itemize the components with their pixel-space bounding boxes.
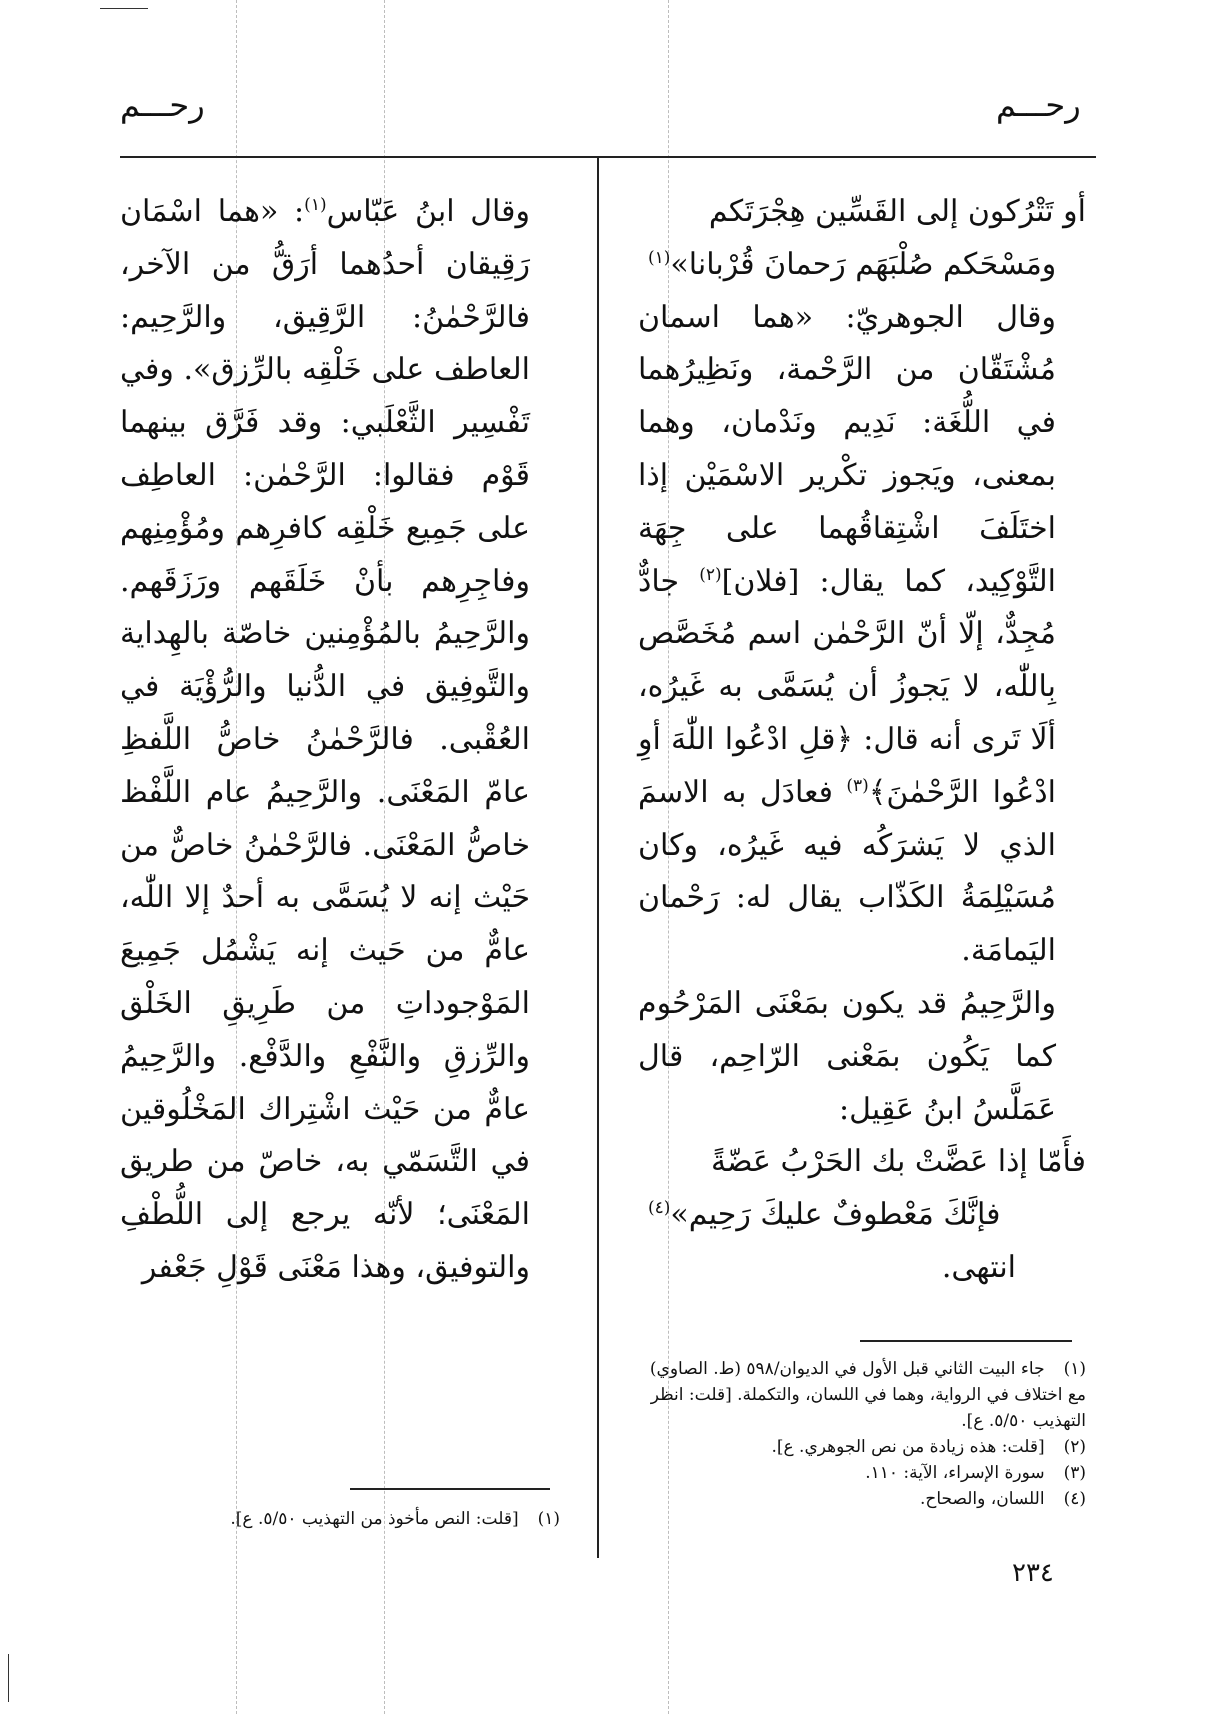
poem-text: فإنَّكَ مَعْطوفٌ عليكَ رَحِيم» bbox=[670, 1197, 1001, 1233]
paragraph: والرَّحِيمُ قد يكون بمَعْنَى المَرْحُوم كما يَكُون بمَعْنى الرّاحِم، قال عَمَلَّسُ ابنُ عَقِيل: bbox=[638, 985, 1056, 1127]
footnote-text: اللسان، والصحاح. bbox=[919, 1489, 1045, 1509]
footnote-ref: (٤) bbox=[648, 1198, 671, 1219]
paragraph bbox=[120, 186, 560, 1295]
right-running-head: رحـــم bbox=[996, 86, 1081, 124]
footnote bbox=[638, 1434, 1086, 1460]
right-footnotes bbox=[638, 1356, 1086, 1512]
footnote-text: سورة الإسراء، الآية: ١١٠. bbox=[865, 1463, 1045, 1483]
footnote-ref: (١) bbox=[648, 247, 671, 268]
poem-line: فأَمّا إذا عَضَّتْ بك الحَرْبُ عَضّةً bbox=[710, 1144, 1086, 1180]
footnote-number: (٣) bbox=[1063, 1463, 1086, 1483]
footnote-text: [قلت: النص مأخوذ من التهذيب ٥/٥٠. ع]. bbox=[230, 1509, 519, 1529]
crop-mark bbox=[100, 8, 148, 9]
left-column bbox=[120, 186, 560, 1295]
footnote-ref: (٣) bbox=[846, 775, 869, 796]
footnote bbox=[638, 1460, 1086, 1486]
poem-line bbox=[638, 1189, 1086, 1242]
page-number: ٢٣٤ bbox=[1012, 1558, 1054, 1588]
footnote-number: (١) bbox=[1063, 1359, 1086, 1379]
footnote bbox=[120, 1506, 560, 1532]
verse-line: أو تَتْرُكون إلى القَسِّين هِجْرَتَكم bbox=[708, 194, 1086, 229]
ending-text: انتهى. bbox=[941, 1249, 1016, 1285]
paragraph-text: فعادَل به الاسمَ الذي لا يَشرَكُه فيه غَيرُه، وكان مُسَيْلِمَةُ الكَذّاب يقال له: رَحْمان اليَمامَة. bbox=[638, 774, 1056, 969]
footnote-number: (١) bbox=[537, 1509, 560, 1529]
footnote-number: (٤) bbox=[1063, 1489, 1086, 1509]
footnote-text: جاء البيت الثاني قبل الأول في الديوان/٥٩٨ (ط. الصاوي) مع اختلاف في الرواية، وهما في اللسان، والتكملة. [قلت: انظر التهذيب ٥/٥٠. ع]. bbox=[649, 1359, 1086, 1431]
footnote-text: [قلت: هذه زيادة من نص الجوهري. ع]. bbox=[771, 1437, 1045, 1457]
verse-line bbox=[638, 239, 1086, 292]
left-running-head: رحـــم bbox=[120, 86, 205, 124]
paragraph-text: جادٌّ مُجِدٌّ، إلّا أنّ الرَّحْمٰن اسم مُخَصَّص بِاللّٰه، لا يَجوزُ أن يُسَمَّى به غَيرُه، ألَا تَرى أنه قال: ﴿قلِ ادْعُوا اللّٰهَ أوِ ادْعُوا الرَّحْمٰنَ﴾ bbox=[638, 563, 1057, 810]
left-footnotes bbox=[120, 1506, 560, 1532]
footnote-number: (٢) bbox=[1063, 1437, 1086, 1457]
paragraph-text: وقال ابنُ عَبّاس bbox=[326, 194, 531, 229]
paragraph-text: : «هما اسْمَان رَقِيقان أحدُهما أرَقُّ من الآخر، فالرَّحْمٰنُ: الرَّقِيق، والرَّحِيم: العاطف على خَلْقِه بالرِّزق». وفي تَفْسِير الثَّعْلَبي: وقد فَرَّق بينهما قَوْم فقالوا: الرَّحْمٰن: العاطِف على جَمِيع خَلْقِه كافرِهم ومُؤْمِنِهم وفاجِرِهم بأنْ خَلَقَهم ورَزَقَهم. والرَّحِيمُ بالمُؤْمِنين خاصّة بالهِداية والتَّوفِيق في الدُّنيا والرُّؤْيَة في العُقْبى. فالرَّحْمٰنُ خاصُّ اللَّفظِ عامّ المَعْنَى. والرَّحِيمُ عام اللَّفْظ خاصُّ المَعْنَى. فالرَّحْمٰنُ خاصٌّ من حَيْث إنه لا يُسَمَّى به أحدٌ إلا اللّٰه، عامٌّ من حَيث إنه يَشْمُل جَمِيعَ المَوْجوداتِ من طَرِيقِ الخَلْق والرِّزقِ والنَّفْعِ والدَّفْع. والرَّحِيمُ عامٌّ من حَيْث اشْتِراك المَخْلُوقين في التَّسَمّي به، خاصّ من طريق المَعْنَى؛ لأنّه يرجع إلى اللُّطْفِ والتوفيق، وهذا مَعْنَى قَوْلِ جَعْفر bbox=[120, 194, 530, 1285]
right-column bbox=[638, 186, 1086, 1295]
paragraph-text: وقال الجوهريّ: «هما اسمان مُشْتَقّان من الرَّحْمة، ونَظِيرُهما في اللُّغَة: نَدِيم ونَدْمان، وهما بمعنى، ويَجوز تكْرير الاسْمَيْن إذا اختَلَفَ اشْتِقاقُهما على جِهَة التَّوْكِيد، كما يقال: [فلان] bbox=[638, 299, 1056, 599]
verse-text: ومَسْحَكم صُلْبَهَم رَحمانَ قُرْبانا» bbox=[670, 246, 1057, 282]
footnote-rule bbox=[860, 1340, 1072, 1342]
column-divider bbox=[597, 158, 599, 1558]
footnote-ref: (١) bbox=[304, 195, 327, 215]
footnote bbox=[638, 1356, 1086, 1434]
header-rule bbox=[120, 156, 1096, 158]
paragraph bbox=[638, 292, 1086, 978]
footnote-rule bbox=[350, 1488, 550, 1490]
crop-mark bbox=[8, 1654, 9, 1702]
footnote-ref: (٢) bbox=[699, 564, 722, 585]
footnote bbox=[638, 1486, 1086, 1512]
